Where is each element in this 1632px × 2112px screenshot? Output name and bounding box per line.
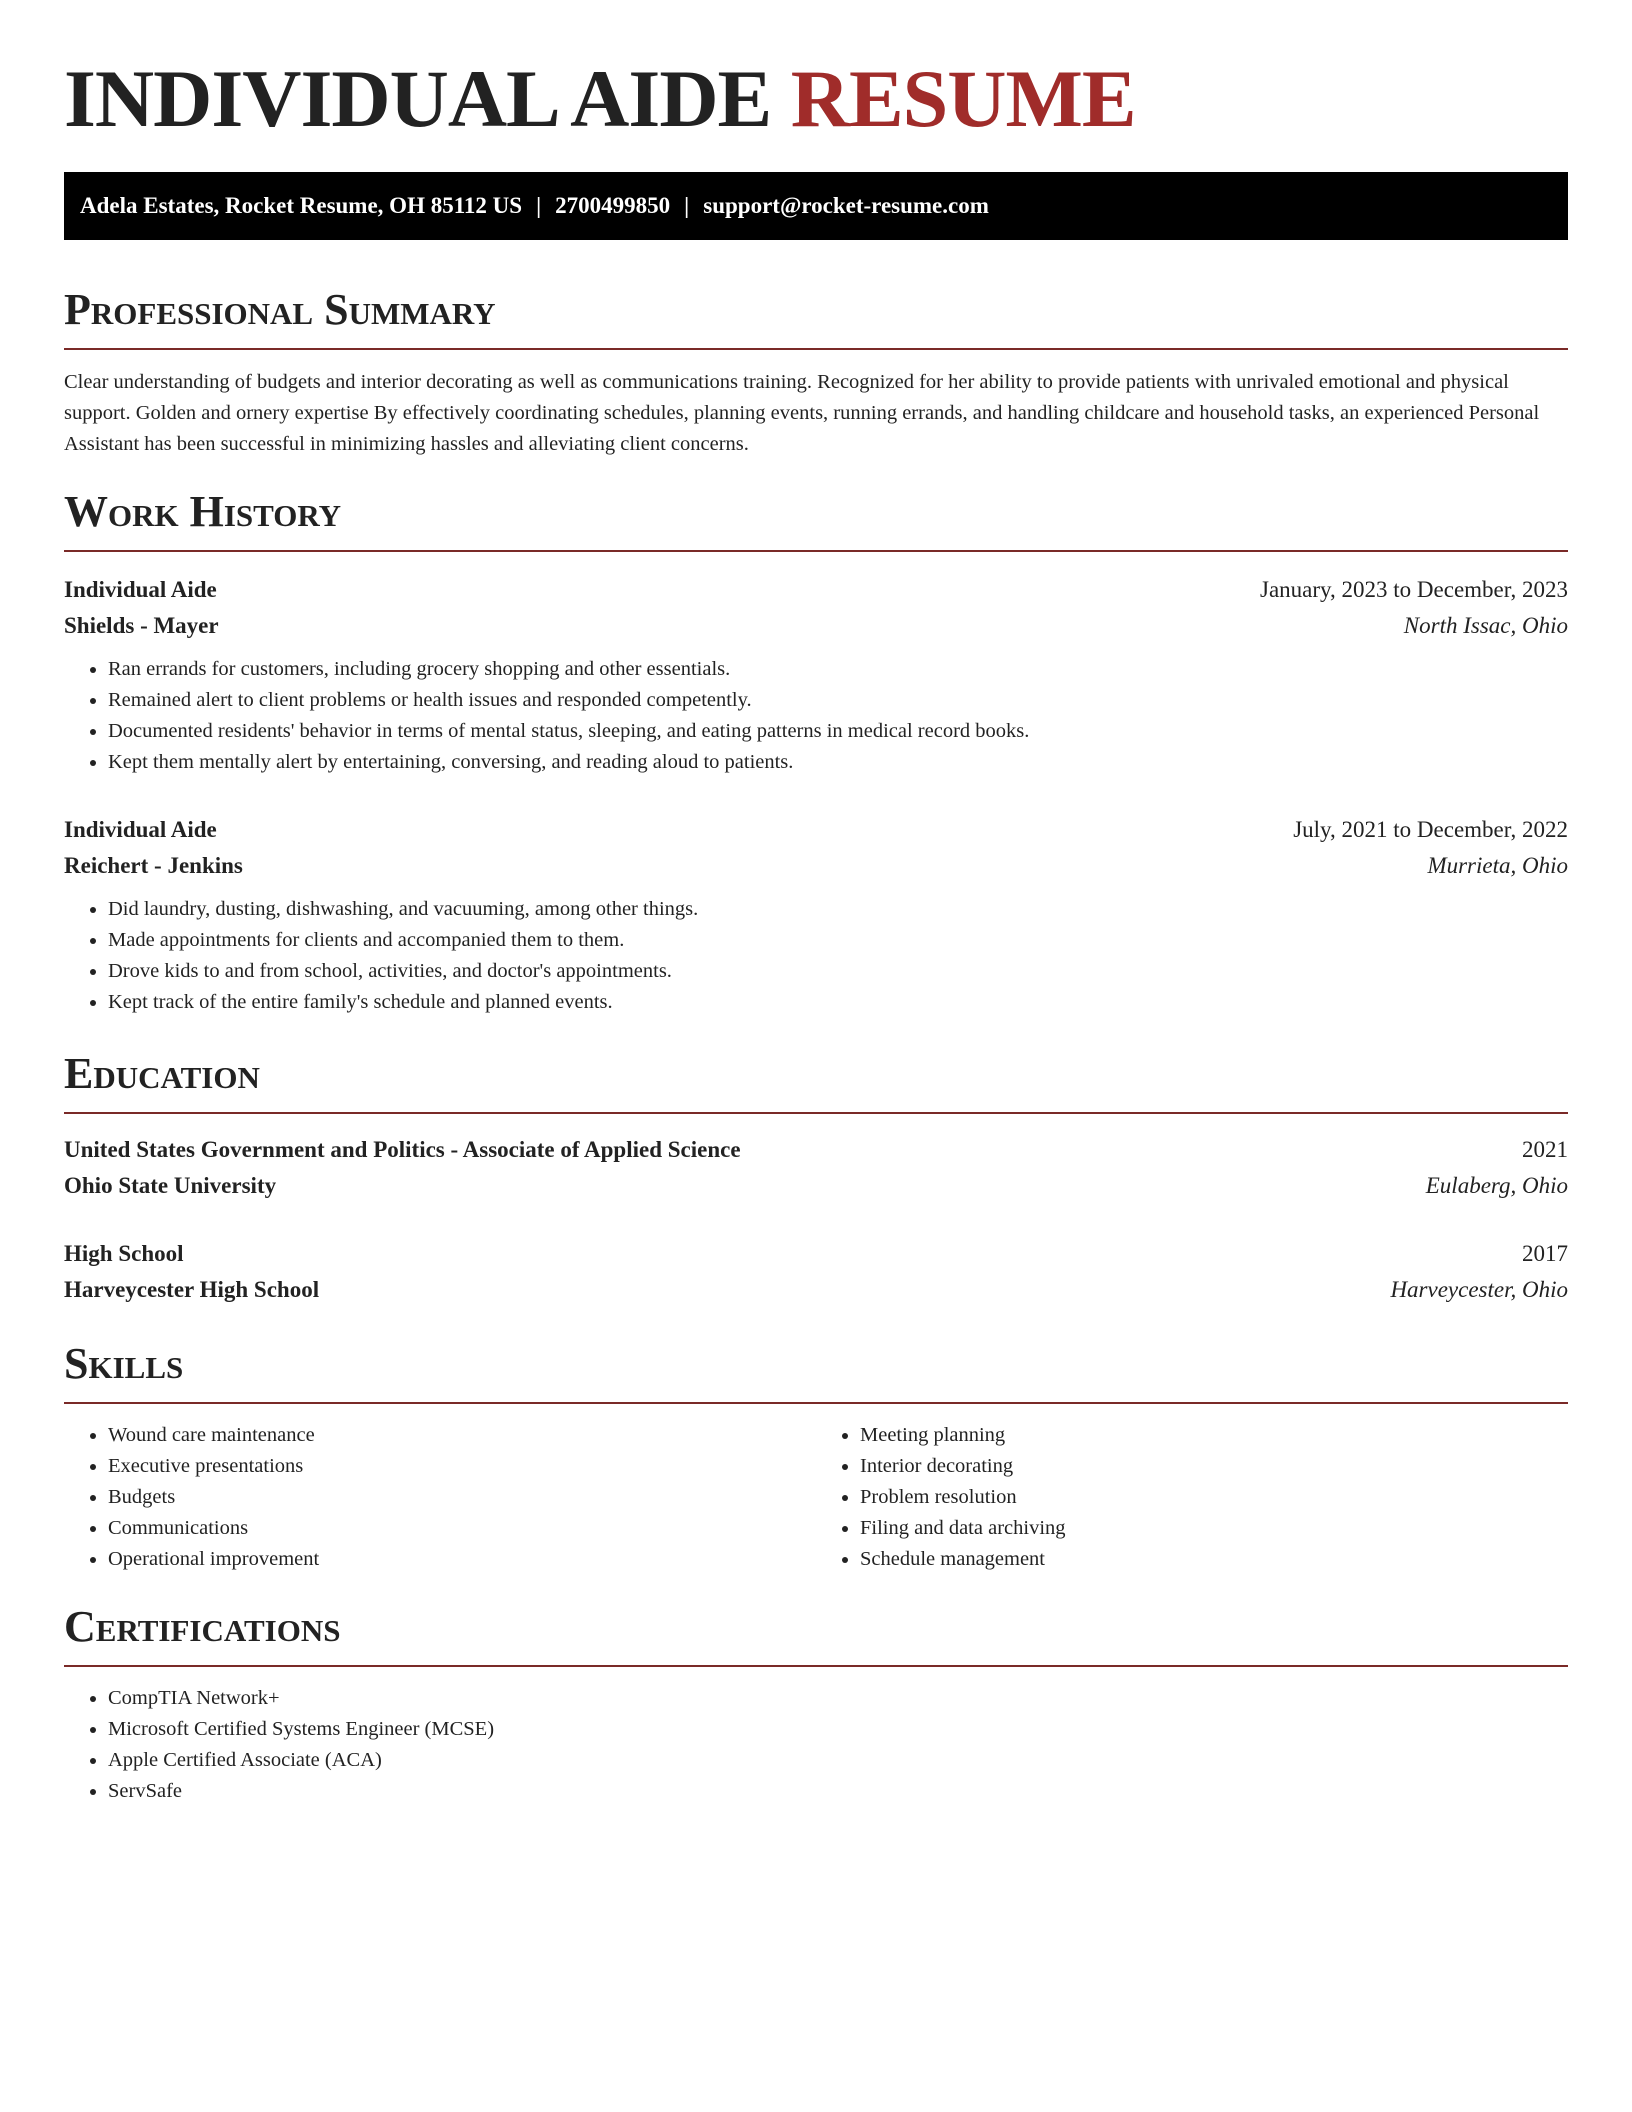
job-title: Individual Aide — [64, 577, 217, 602]
title-accent: RESUME — [790, 53, 1136, 144]
title-main: INDIVIDUAL AIDE — [64, 53, 772, 144]
job-dates: January, 2023 to December, 2023 — [1260, 577, 1568, 602]
job-bullet: • Documented residents' behavior in terms of mental status, sleeping, and eating patterns in medical record books. — [108, 716, 1568, 747]
job-bullet: • Remained alert to client problems or health issues and responded competently. — [108, 685, 1568, 716]
job-company-row — [64, 608, 1568, 644]
skill-item: • Executive presentations — [108, 1451, 816, 1482]
education-school: Ohio State University — [64, 1173, 277, 1198]
job-entry — [64, 572, 1568, 778]
job-location: Murrieta, Ohio — [1427, 853, 1568, 878]
job-bullets — [64, 894, 1568, 1018]
summary-section — [64, 285, 1568, 460]
skill-item: • Operational improvement — [108, 1544, 816, 1575]
job-company: Shields - Mayer — [64, 613, 219, 638]
job-header-row — [64, 812, 1568, 848]
education-degree: High School — [64, 1241, 184, 1266]
contact-separator: | — [684, 193, 690, 218]
job-bullet: • Kept them mentally alert by entertaining, conversing, and reading aloud to patients. — [108, 747, 1568, 778]
education-year: 2021 — [1522, 1137, 1568, 1162]
skill-item: • Budgets — [108, 1482, 816, 1513]
skill-item: • Schedule management — [860, 1544, 1568, 1575]
job-entry — [64, 812, 1568, 1018]
job-bullet: • Made appointments for clients and accompanied them to them. — [108, 925, 1568, 956]
skills-list-right — [816, 1420, 1568, 1575]
education-school-row — [64, 1168, 1568, 1204]
job-bullet: • Ran errands for customers, including grocery shopping and other essentials. — [108, 654, 1568, 685]
education-header-row — [64, 1236, 1568, 1272]
education-year: 2017 — [1522, 1241, 1568, 1266]
section-heading-certifications: Certifications — [64, 1605, 1568, 1667]
section-heading-work: Work History — [64, 490, 1568, 552]
job-bullet: • Did laundry, dusting, dishwashing, and vacuuming, among other things. — [108, 894, 1568, 925]
contact-bar — [64, 172, 1568, 240]
education-location: Eulaberg, Ohio — [1425, 1173, 1568, 1198]
resume-title — [64, 53, 1568, 144]
job-bullet: • Kept track of the entire family's schedule and planned events. — [108, 987, 1568, 1018]
skill-item: • Problem resolution — [860, 1482, 1568, 1513]
certification-item: • CompTIA Network+ — [108, 1683, 1568, 1714]
job-company: Reichert - Jenkins — [64, 853, 243, 878]
contact-address: Adela Estates, Rocket Resume, OH 85112 US — [80, 193, 523, 218]
job-bullets — [64, 654, 1568, 778]
certifications-section — [64, 1602, 1568, 1807]
education-school: Harveycester High School — [64, 1277, 320, 1302]
education-section — [64, 1049, 1568, 1308]
skill-item: • Communications — [108, 1513, 816, 1544]
skill-item: • Interior decorating — [860, 1451, 1568, 1482]
contact-email[interactable]: support@rocket-resume.com — [703, 193, 989, 218]
education-location: Harveycester, Ohio — [1390, 1277, 1568, 1302]
job-company-row — [64, 848, 1568, 884]
work-history-section — [64, 487, 1568, 1018]
skill-item: • Filing and data archiving — [860, 1513, 1568, 1544]
job-bullet: • Drove kids to and from school, activities, and doctor's appointments. — [108, 956, 1568, 987]
education-degree: United States Government and Politics - Associate of Applied Science — [64, 1137, 741, 1162]
section-heading-education: Education — [64, 1052, 1568, 1114]
contact-phone: 2700499850 — [555, 193, 671, 218]
job-dates: July, 2021 to December, 2022 — [1293, 817, 1568, 842]
education-school-row — [64, 1272, 1568, 1308]
education-entry — [64, 1236, 1568, 1308]
skill-item: • Meeting planning — [860, 1420, 1568, 1451]
certification-item: • Microsoft Certified Systems Engineer (MCSE) — [108, 1714, 1568, 1745]
certifications-list — [64, 1683, 1568, 1807]
section-heading-summary: Professional Summary — [64, 288, 1568, 350]
skills-columns — [64, 1420, 1568, 1575]
education-header-row — [64, 1132, 1568, 1168]
skill-item: • Wound care maintenance — [108, 1420, 816, 1451]
education-entry — [64, 1132, 1568, 1204]
summary-text: Clear understanding of budgets and interior decorating as well as communications training. Recognized for her ability to provide patients with unrivaled emotional and physical support. Golden and ornery expertise By effectively coordinating schedules, planning events, running errands, and handling childcare and household tasks, an experienced Personal Assistant has been successful in minimizing hassles and alleviating client concerns. — [64, 371, 1540, 455]
job-title: Individual Aide — [64, 817, 217, 842]
certification-item: • ServSafe — [108, 1776, 1568, 1807]
section-heading-skills: Skills — [64, 1342, 1568, 1404]
job-location: North Issac, Ohio — [1403, 613, 1568, 638]
certification-item: • Apple Certified Associate (ACA) — [108, 1745, 1568, 1776]
job-header-row — [64, 572, 1568, 608]
skills-section — [64, 1339, 1568, 1575]
skills-list-left — [64, 1420, 816, 1575]
contact-separator: | — [536, 193, 542, 218]
